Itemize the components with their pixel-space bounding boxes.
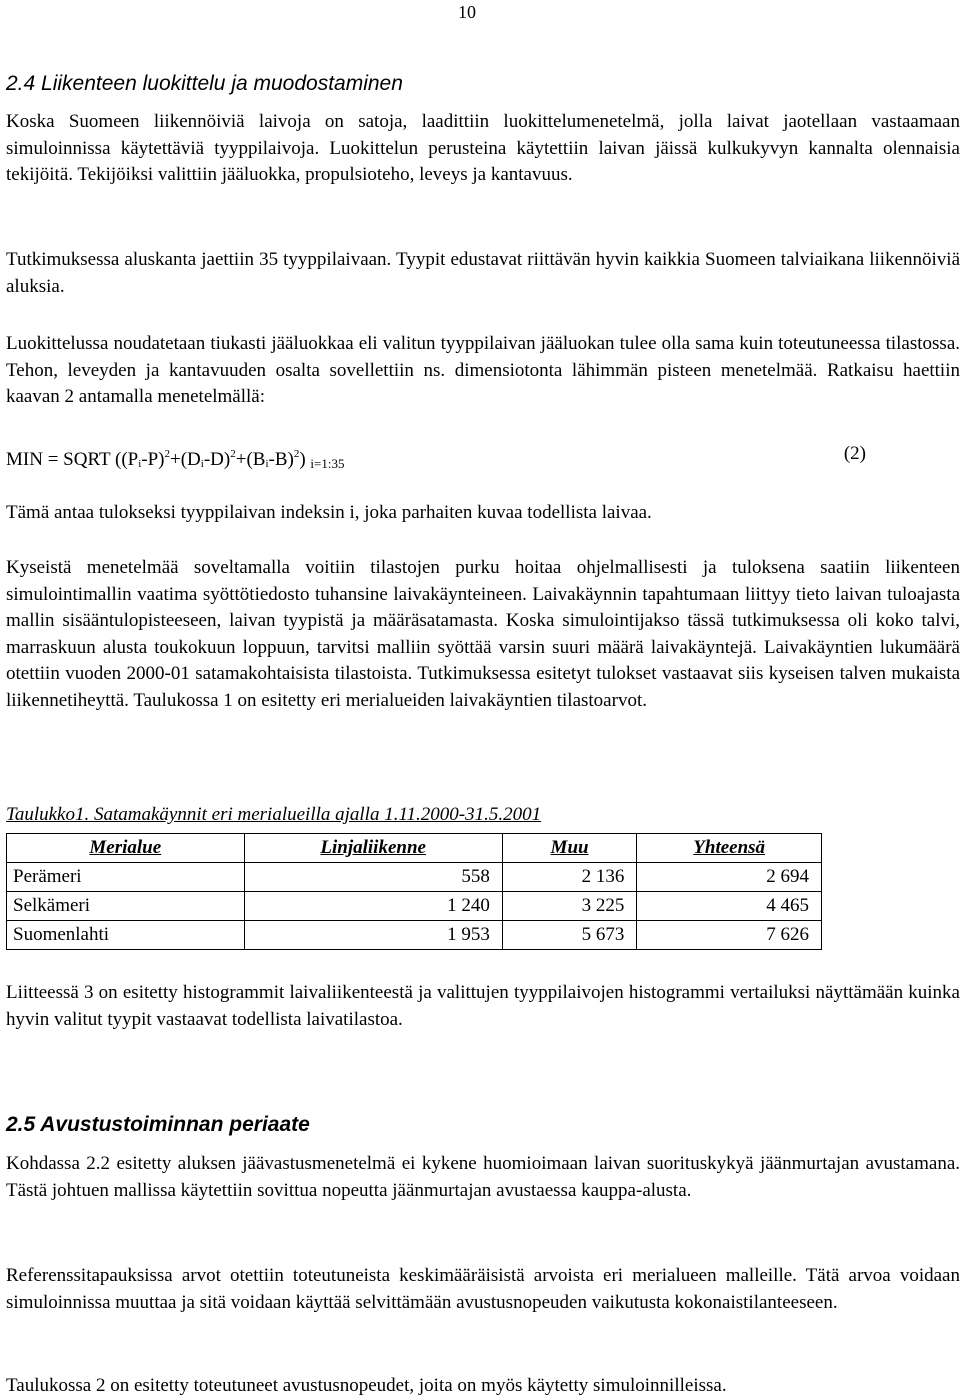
table-row [7, 921, 822, 950]
table-cell: 7 626 [637, 921, 822, 950]
section-heading: 2.5 Avustustoiminnan periaate [6, 1113, 310, 1136]
table-row [7, 892, 822, 921]
table-cell: 3 225 [502, 892, 637, 921]
table-row [7, 863, 822, 892]
table-cell: Selkämeri [7, 892, 245, 921]
paragraph: Kohdassa 2.2 esitetty aluksen jäävastusmenetelmä ei kykene huomioimaan laivan suorituskykyä jäänmurtajan avustamana. Tästä johtuen mallissa käytettiin sovittua nopeutta jäänmurtajan avustaessa kauppa-alusta. [6, 1153, 960, 1201]
paragraph: Tämä antaa tulokseksi tyyppilaivan indeksin i, joka parhaiten kuvaa todellista laivaa. [6, 502, 652, 523]
formula: MIN = SQRT $((P_i-P)^2+(D_i-D)^2+(B_i-B)^2)$ i=1:35 (2) [6, 443, 866, 471]
column-header: Muu [502, 834, 637, 863]
table-caption: Taulukko1. Satamakäynnit eri merialueilla ajalla 1.11.2000-31.5.2001 [6, 804, 542, 825]
table-cell: 1 240 [244, 892, 502, 921]
page-number: 10 [458, 2, 476, 22]
section-heading: 2.4 Liikenteen luokittelu ja muodostaminen [6, 72, 403, 95]
column-header: Linjaliikenne [244, 834, 502, 863]
table-cell: 5 673 [502, 921, 637, 950]
formula-number: (2) [843, 443, 866, 464]
table-cell: 558 [244, 863, 502, 892]
table-cell: Perämeri [7, 863, 245, 892]
table-cell: 2 694 [637, 863, 822, 892]
column-header: Merialue [7, 834, 245, 863]
formula-index: i=1:35 [310, 456, 345, 471]
paragraph: Tutkimuksessa aluskanta jaettiin 35 tyyppilaivaan. Tyypit edustavat riittävän hyvin kaikkia Suomeen talviaikana liikennöiviä aluksia. [6, 249, 960, 297]
paragraph: Taulukossa 2 on esitetty toteutuneet avustusnopeudet, joita on myös käytetty simuloinnilleissa. [6, 1375, 727, 1396]
table-cell: Suomenlahti [7, 921, 245, 950]
harbor-visits-table [6, 833, 822, 950]
paragraph: Referenssitapauksissa arvot otettiin toteutuneista keskimääräisistä arvoista eri merialueen malleille. Tätä arvoa voidaan simuloinnissa muuttaa ja sitä voidaan käyttää selvittämään avustusnopeuden vaikutusta kokonaistilanteeseen. [6, 1265, 960, 1313]
table-cell: 1 953 [244, 921, 502, 950]
table-cell: 4 465 [637, 892, 822, 921]
paragraph: Kyseistä menetelmää soveltamalla voitiin tilastojen purku hoitaa ohjelmallisesti ja tuloksena saatiin liikenteen simulointimallin vaatima syöttötiedosto tuhansine laivakäynteineen. Laivakäynnin tapahtumaan liittyy tieto laivan tuloajasta mallin sisääntulopisteeseen, laivan tyypistä ja määräsatamasta. Koska simulointijakso tässä tutkimuksessa oli koko talvi, marraskuun alusta toukokuun loppuun, tarvitsi malliin syöttää varsin suuri määrä laivakäyntejä. Laivakäyntien lukumäärä otettiin vuoden 2000-01 satamakohtaisista tilastoista. Tutkimuksessa esitetyt tulokset vastaavat siis kyseisen talven mukaista liikennetiheyttä. Taulukossa 1 on esitetty eri merialueiden laivakäyntien tilastoarvot. [6, 557, 960, 711]
table-header-row [7, 834, 822, 863]
paragraph: Koska Suomeen liikennöiviä laivoja on satoja, laadittiin luokittelumenetelmä, jolla laivat jaotellaan vastaamaan simuloinnissa käytettäviä tyyppilaivoja. Luokittelun perusteina käytettiin laivan jäissä kulkukyvyn kannalta olennaisia tekijöitä. Tekijöiksi valittiin jääluokka, propulsioteho, leveys ja kantavuus. [6, 111, 960, 185]
paragraph: Liitteessä 3 on esitetty histogrammit laivaliikenteestä ja valittujen tyyppilaivojen histogrammi vertailuksi näyttämään kuinka hyvin valitut tyypit vastaavat todellista laivatilastoa. [6, 982, 960, 1030]
paragraph: Luokittelussa noudatetaan tiukasti jääluokkaa eli valitun tyyppilaivan jääluokan tulee olla sama kuin toteutuneessa tilastossa. Tehon, leveyden ja kantavuuden osalta sovellettiin ns. dimensiotonta lähimmän pisteen menetelmää. Ratkaisu haettiin kaavan 2 antamalla menetelmällä: [6, 333, 960, 407]
table-cell: 2 136 [502, 863, 637, 892]
column-header: Yhteensä [637, 834, 822, 863]
